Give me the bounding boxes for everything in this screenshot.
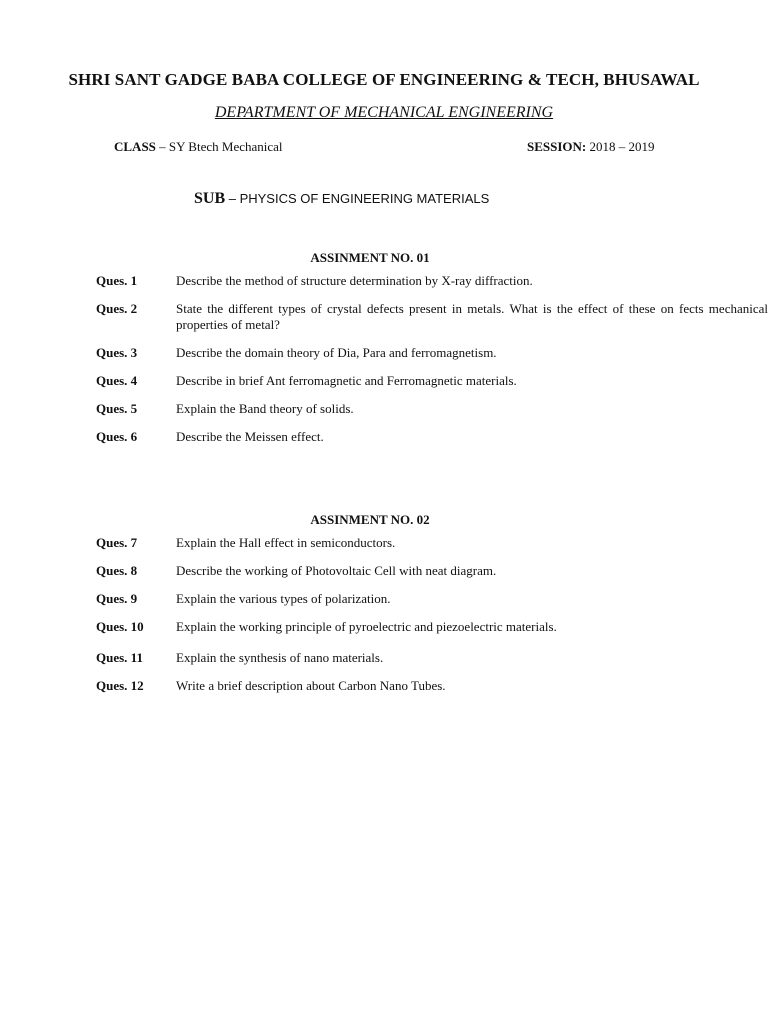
- question-text: Describe the domain theory of Dia, Para and ferromagnetism.: [176, 345, 497, 360]
- question-text: Describe in brief Ant ferromagnetic and Ferromagnetic materials.: [176, 373, 517, 388]
- question-text: Explain the synthesis of nano materials.: [176, 650, 384, 665]
- question-label: Ques. 8: [96, 563, 138, 578]
- question-label: Ques. 10: [96, 619, 144, 634]
- class-line: [114, 139, 283, 155]
- class-value: – SY Btech Mechanical: [155, 139, 283, 154]
- question-text: State the different types of crystal defects present in metals. What is the effect of these on fects mechanical properties of metal?: [176, 301, 768, 332]
- question-text: Explain the various types of polarization.: [176, 591, 391, 606]
- class-label: CLASS: [114, 139, 156, 154]
- question-text: Write a brief description about Carbon Nano Tubes.: [176, 678, 446, 693]
- question-text: Describe the method of structure determination by X-ray diffraction.: [176, 273, 533, 288]
- question-text: Explain the Band theory of solids.: [176, 401, 354, 416]
- question-label: Ques. 6: [96, 429, 138, 444]
- session-line: [527, 139, 655, 155]
- question-text: Explain the Hall effect in semiconductors.: [176, 535, 396, 550]
- question-text: Describe the Meissen effect.: [176, 429, 324, 444]
- session-value: 2018 – 2019: [586, 139, 655, 154]
- subject-value: – PHYSICS OF ENGINEERING MATERIALS: [225, 191, 490, 206]
- department-title: DEPARTMENT OF MECHANICAL ENGINEERING: [214, 104, 554, 121]
- assignment-heading: ASSINMENT NO. 02: [310, 512, 430, 527]
- assignment-heading: ASSINMENT NO. 01: [310, 250, 430, 265]
- session-label: SESSION:: [527, 139, 587, 154]
- question-label: Ques. 1: [96, 273, 138, 288]
- question-text: Describe the working of Photovoltaic Cell with neat diagram.: [176, 563, 497, 578]
- question-label: Ques. 4: [96, 373, 138, 388]
- question-label: Ques. 11: [96, 650, 143, 665]
- subject-label: SUB: [194, 190, 226, 207]
- question-text: Explain the working principle of pyroelectric and piezoelectric materials.: [176, 619, 557, 634]
- question-label: Ques. 12: [96, 678, 144, 693]
- question-label: Ques. 9: [96, 591, 138, 606]
- question-label: Ques. 2: [96, 301, 138, 316]
- question-label: Ques. 7: [96, 535, 138, 550]
- question-label: Ques. 3: [96, 345, 138, 360]
- subject-line: [194, 190, 489, 208]
- college-title: SHRI SANT GADGE BABA COLLEGE OF ENGINEERING & TECH, BHUSAWAL: [68, 70, 700, 89]
- question-label: Ques. 5: [96, 401, 138, 416]
